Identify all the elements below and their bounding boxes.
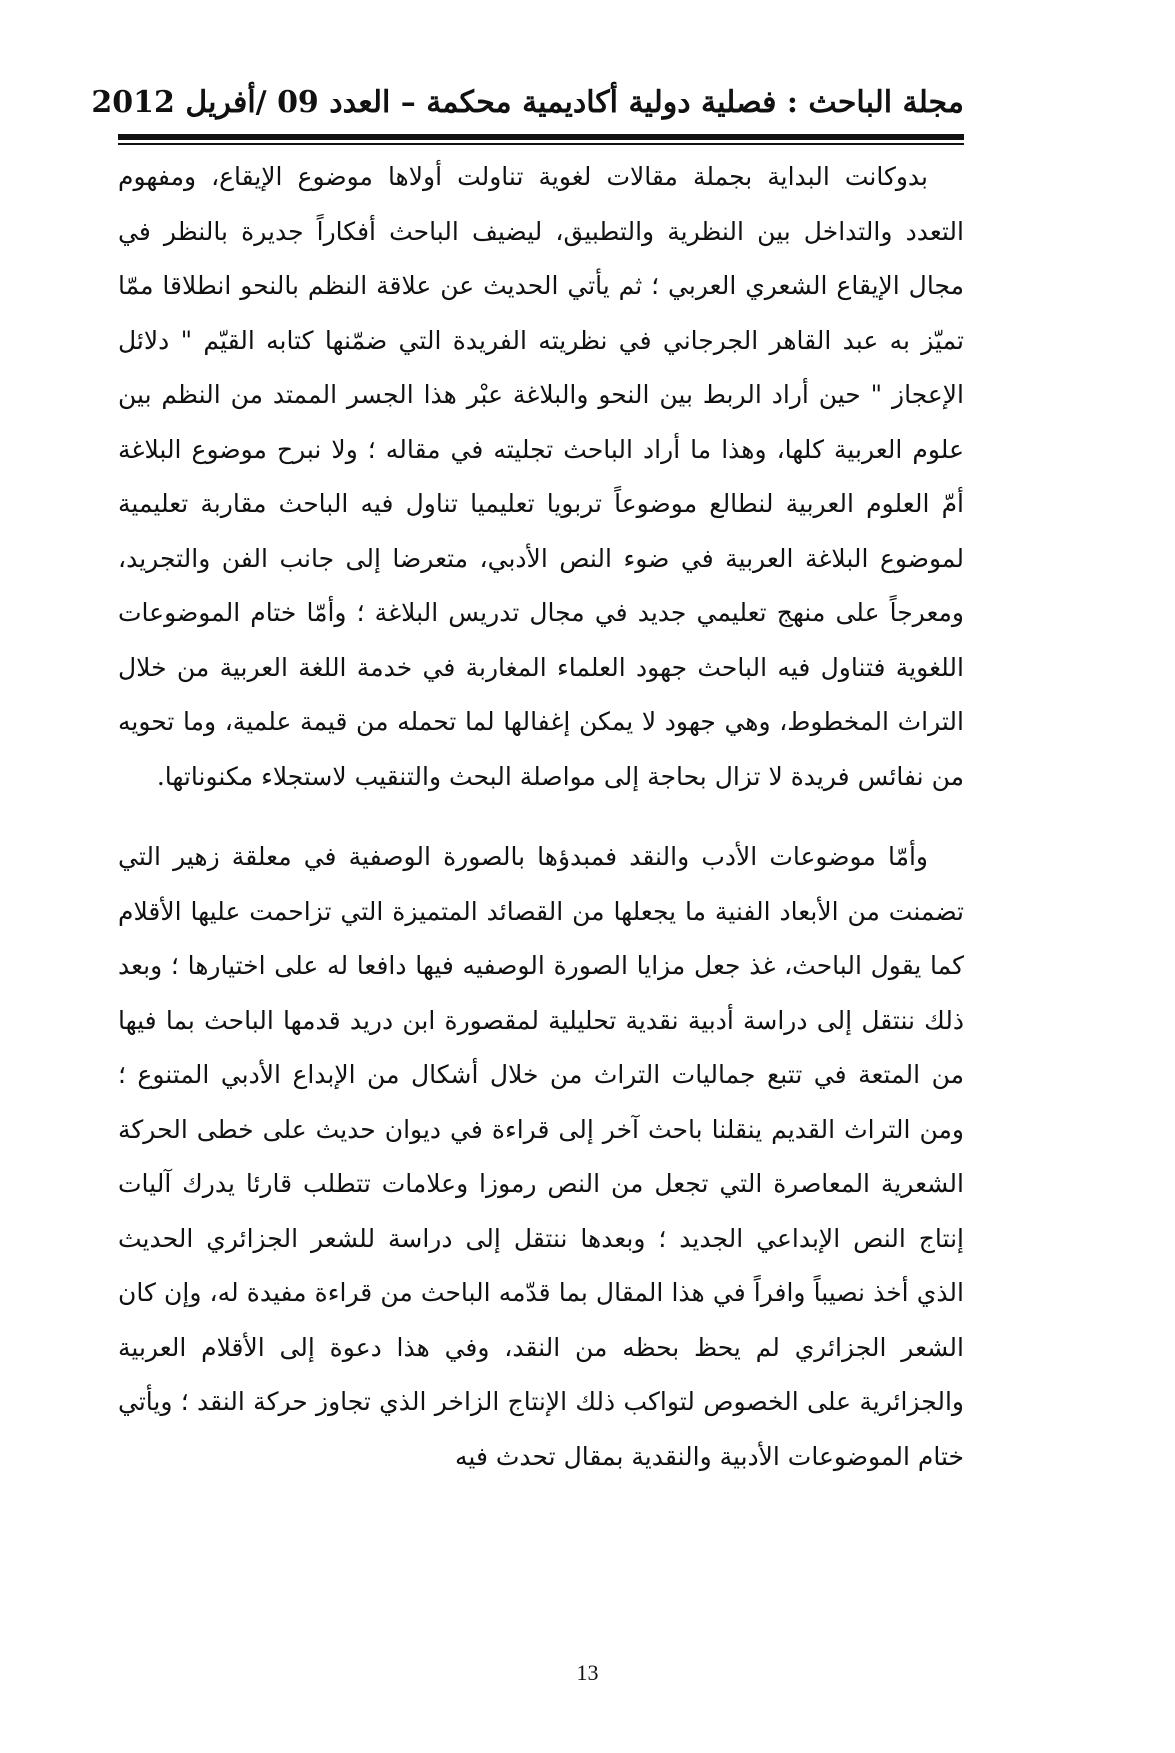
paragraph-language-topics: بدوكانت البداية بجملة مقالات لغوية تناولت أولاها موضوع الإيقاع، ومفهوم التعدد والتداخل بين النظرية والتطبيق، ليضيف الباحث أفكاراً جديرة بالنظر في مجال الإيقاع الشعري العربي ؛ ثم يأتي الحديث عن علاقة النظم بالنحو انطلاقا ممّا تميّز به عبد القاهر الجرجاني في نظريته الفريدة التي ضمّنها كتابه القيّم " دلائل الإعجاز " حين أراد الربط بين النحو والبلاغة عبْر هذا الجسر الممتد من النظم بين علوم العربية كلها، وهذا ما أراد الباحث تجليته في مقاله ؛ ولا نبرح موضوع البلاغة أمّ العلوم العربية لنطالع موضوعاً تربويا تعليميا تناول فيه الباحث مقاربة تعليمية لموضوع البلاغة العربية في ضوء النص الأدبي، متعرضا إلى جانب الفن والتجريد، ومعرجاً على منهج تعليمي جديد في مجال تدريس البلاغة ؛ وأمّا ختام الموضوعات اللغوية فتناول فيه الباحث جهود العلماء المغاربة في خدمة اللغة العربية من خلال التراث المخطوط، وهي جهود لا يمكن إغفالها لما تحمله من قيمة علمية، وما تحويه من نفائس فريدة لا تزال بحاجة إلى مواصلة البحث والتنقيب لاستجلاء مكنوناتها. bbox=[118, 162, 964, 791]
header-rule-thick bbox=[118, 134, 964, 140]
paragraph-literature-criticism: وأمّا موضوعات الأدب والنقد فمبدؤها بالصورة الوصفية في معلقة زهير التي تضمنت من الأبعاد الفنية ما يجعلها من القصائد المتميزة التي تزاحمت عليها الأقلام كما يقول الباحث، غذ جعل مزايا الصورة الوصفيه فيها دافعا له على اختيارها ؛ وبعد ذلك ننتقل إلى دراسة أدبية نقدية تحليلية لمقصورة ابن دريد قدمها الباحث بما فيها من المتعة في تتبع جماليات التراث من خلال أشكال من الإبداع الأدبي المتنوع ؛ ومن التراث القديم ينقلنا باحث آخر إلى قراءة في ديوان حديث على خطى الحركة الشعرية المعاصرة التي تجعل من النص رموزا وعلامات تتطلب قارئا يدرك آليات إنتاج النص الإبداعي الجديد ؛ وبعدها ننتقل إلى دراسة للشعر الجزائري الحديث الذي أخذ نصيباً وافراً في هذا المقال بما قدّمه الباحث من قراءة مفيدة له، وإن كان الشعر الجزائري لم يحظ بحظه من النقد، وفي هذا دعوة إلى الأقلام العربية والجزائرية على الخصوص لتواكب ذلك الإنتاج الزاخر الذي تجاوز حركة النقد ؛ ويأتي ختام الموضوعات الأدبية والنقدية بمقال تحدث فيه bbox=[118, 842, 964, 1471]
article-body bbox=[118, 150, 964, 1484]
page-number: 13 bbox=[576, 1660, 599, 1685]
journal-header-title: مجلة الباحث : فصلية دولية أكاديمية محكمة – العدد 09 /أفريل 2012 bbox=[91, 85, 964, 120]
header-rule-thin bbox=[118, 143, 964, 145]
